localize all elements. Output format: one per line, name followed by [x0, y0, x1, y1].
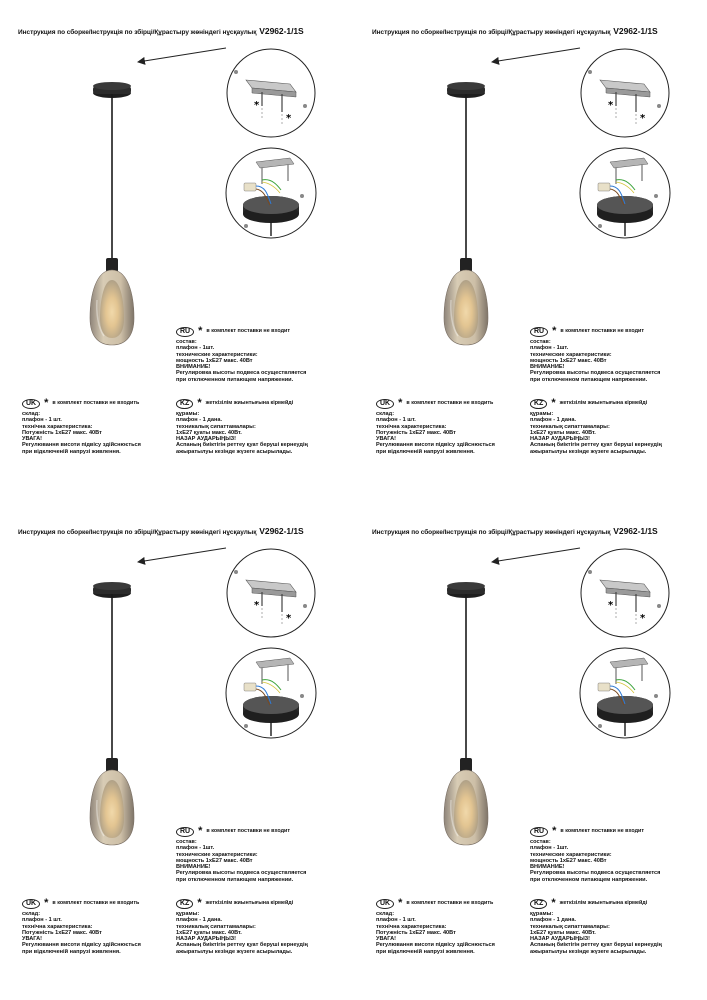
uk-line: технічна характеристика: — [376, 423, 447, 430]
title-text: Инструкция по сборке/Інструкція по збірці/Құрастыру жөніндегі нұсқаулық — [372, 529, 611, 536]
pendant-lamp-icon — [444, 82, 488, 345]
not-included-note: в комплект поставки не входит — [560, 328, 644, 335]
kz-line: НАЗАР АУДАРЫҢЫЗ! — [530, 436, 591, 443]
instruction-panel — [0, 0, 353, 500]
ru-line: при отключенном питающем напряжении. — [530, 876, 648, 883]
uk-line: склад: — [22, 411, 41, 417]
not-included-note: в комплект поставки не входит — [560, 828, 644, 835]
uk-line: при відключеній напрузі живлення. — [376, 948, 475, 955]
lang-badge-ru: RU — [176, 327, 194, 337]
ceiling-bracket-icon — [581, 549, 669, 637]
kz-line: НАЗАР АУДАРЫҢЫЗ! — [176, 936, 237, 943]
svg-text:*: * — [254, 600, 260, 611]
title-text: Инструкция по сборке/Інструкція по збірці/Құрастыру жөніндегі нұсқаулық — [18, 529, 257, 536]
lang-badge-uk: UK — [376, 899, 394, 909]
model-number: V2962-1/1S — [613, 26, 658, 36]
kz-block — [176, 898, 346, 955]
lang-badge-ru: RU — [530, 827, 548, 837]
ru-block — [176, 326, 346, 383]
ru-line: ВНИМАНИЕ! — [176, 364, 211, 371]
arrow-icon — [492, 48, 580, 62]
star-icon: * — [552, 825, 557, 837]
lang-badge-kz: KZ — [176, 899, 193, 909]
uk-line: склад: — [376, 411, 395, 417]
kz-line: техникалық сипаттамалары: — [176, 923, 256, 930]
uk-line: Регулювання висоти підвісу здійснюється — [376, 942, 495, 949]
pendant-lamp-icon — [90, 82, 134, 345]
uk-block — [22, 898, 172, 955]
ceiling-bracket-icon — [227, 49, 315, 137]
lang-badge-uk: UK — [376, 399, 394, 409]
model-number: V2962-1/1S — [259, 526, 304, 536]
kz-block — [530, 898, 700, 955]
star-icon: * — [551, 897, 556, 909]
kz-line: плафон - 1 дана. — [176, 917, 223, 924]
arrow-icon — [492, 548, 580, 562]
star-icon: * — [551, 397, 556, 409]
kz-block — [176, 398, 346, 455]
not-included-note: жеткізілім жиынтығына кірмейді — [559, 400, 648, 407]
uk-line: УВАГА! — [22, 436, 43, 443]
svg-text:*: * — [640, 613, 646, 624]
star-icon: * — [197, 897, 202, 909]
kz-line: Аспаның биіктігін реттеу қуат беруші кернеудің — [530, 442, 662, 449]
star-icon: * — [198, 325, 203, 337]
kz-line: плафон - 1 дана. — [176, 417, 223, 424]
kz-line: құрамы: — [530, 911, 554, 917]
wiring-canopy-icon — [226, 148, 316, 238]
ru-line: Регулировка высоты подвеса осуществляется — [530, 870, 661, 877]
uk-line: УВАГА! — [376, 936, 397, 943]
kz-line: Аспаның биіктігін реттеу қуат беруші кернеудің — [530, 942, 662, 949]
ru-line: мощность 1xE27 макс. 40Вт — [530, 357, 607, 364]
not-included-note: жеткізілім жиынтығына кірмейді — [205, 400, 294, 407]
kz-line: плафон - 1 дана. — [530, 917, 577, 924]
ru-line: состав: — [530, 839, 551, 845]
not-included-note: в комплект поставки не входит — [206, 828, 290, 835]
not-included-note: в комплект поставки не входить — [52, 400, 140, 407]
star-icon: * — [398, 397, 403, 409]
ru-line: при отключенном питающем напряжении. — [176, 876, 294, 883]
uk-line: плафон - 1 шт. — [22, 417, 62, 424]
lang-badge-ru: RU — [530, 327, 548, 337]
ru-line: ВНИМАНИЕ! — [176, 864, 211, 871]
star-icon: * — [197, 397, 202, 409]
uk-line: плафон - 1 шт. — [376, 917, 416, 924]
ru-line: ВНИМАНИЕ! — [530, 864, 565, 871]
ru-line: мощность 1xE27 макс. 40Вт — [530, 857, 607, 864]
kz-line: 1xE27 қуаты макс. 40Вт. — [176, 929, 242, 936]
star-icon: * — [552, 325, 557, 337]
uk-line: Регулювання висоти підвісу здійснюється — [22, 442, 141, 449]
kz-line: плафон - 1 дана. — [530, 417, 577, 424]
model-number: V2962-1/1S — [613, 526, 658, 536]
ru-line: плафон - 1шт. — [530, 845, 569, 852]
ceiling-bracket-icon — [581, 49, 669, 137]
lang-badge-ru: RU — [176, 827, 194, 837]
lang-badge-kz: KZ — [530, 399, 547, 409]
kz-line: ажыратылуы кезінде жүзеге асырылады. — [176, 448, 293, 455]
kz-line: 1xE27 қуаты макс. 40Вт. — [176, 429, 242, 436]
uk-line: технічна характеристика: — [376, 923, 447, 930]
uk-line: УВАГА! — [22, 936, 43, 943]
uk-line: Потужність 1xE27 макс. 40Вт — [22, 429, 102, 436]
uk-line: Потужність 1xE27 макс. 40Вт — [376, 929, 456, 936]
kz-line: НАЗАР АУДАРЫҢЫЗ! — [530, 936, 591, 943]
uk-line: склад: — [376, 911, 395, 917]
svg-text:*: * — [254, 100, 260, 111]
ru-line: технические характеристики: — [176, 851, 258, 858]
uk-block — [376, 898, 526, 955]
star-icon: * — [44, 897, 49, 909]
ru-line: ВНИМАНИЕ! — [530, 364, 565, 371]
wiring-canopy-icon — [580, 648, 670, 738]
uk-line: при відключеній напрузі живлення. — [22, 948, 121, 955]
wiring-canopy-icon — [580, 148, 670, 238]
instruction-panel — [0, 500, 353, 1000]
ru-line: Регулировка высоты подвеса осуществляется — [530, 370, 661, 377]
uk-line: плафон - 1 шт. — [376, 417, 416, 424]
kz-line: техникалық сипаттамалары: — [530, 923, 610, 930]
not-included-note: в комплект поставки не входить — [406, 900, 494, 907]
not-included-note: в комплект поставки не входить — [52, 900, 140, 907]
kz-line: ажыратылуы кезінде жүзеге асырылады. — [530, 448, 647, 455]
ru-line: плафон - 1шт. — [176, 845, 215, 852]
uk-line: склад: — [22, 911, 41, 917]
lang-badge-kz: KZ — [530, 899, 547, 909]
uk-block — [376, 398, 526, 455]
arrow-icon — [138, 548, 226, 562]
uk-line: Регулювання висоти підвісу здійснюється — [22, 942, 141, 949]
uk-line: Регулювання висоти підвісу здійснюється — [376, 442, 495, 449]
ru-line: технические характеристики: — [530, 351, 612, 358]
ru-line: Регулировка высоты подвеса осуществляется — [176, 370, 307, 377]
ru-line: плафон - 1шт. — [530, 345, 569, 352]
uk-line: Потужність 1xE27 макс. 40Вт — [376, 429, 456, 436]
uk-line: при відключеній напрузі живлення. — [22, 448, 121, 455]
ru-line: мощность 1xE27 макс. 40Вт — [176, 857, 253, 864]
uk-line: УВАГА! — [376, 436, 397, 443]
svg-text:*: * — [608, 600, 614, 611]
uk-line: Потужність 1xE27 макс. 40Вт — [22, 929, 102, 936]
ru-line: при отключенном питающем напряжении. — [530, 376, 648, 383]
title-text: Инструкция по сборке/Інструкція по збірці/Құрастыру жөніндегі нұсқаулық — [372, 29, 611, 36]
instruction-panel — [354, 500, 707, 1000]
svg-text:*: * — [640, 113, 646, 124]
star-icon: * — [198, 825, 203, 837]
model-number: V2962-1/1S — [259, 26, 304, 36]
kz-line: құрамы: — [530, 411, 554, 417]
kz-line: 1xE27 қуаты макс. 40Вт. — [530, 929, 596, 936]
uk-line: технічна характеристика: — [22, 923, 93, 930]
star-icon: * — [398, 897, 403, 909]
kz-line: 1xE27 қуаты макс. 40Вт. — [530, 429, 596, 436]
not-included-note: жеткізілім жиынтығына кірмейді — [559, 900, 648, 907]
pendant-lamp-icon — [444, 582, 488, 845]
kz-line: техникалық сипаттамалары: — [176, 423, 256, 430]
uk-line: при відключеній напрузі живлення. — [376, 448, 475, 455]
ru-line: состав: — [176, 339, 197, 345]
instruction-panel — [354, 0, 707, 500]
ru-block — [176, 826, 346, 883]
kz-line: ажыратылуы кезінде жүзеге асырылады. — [530, 948, 647, 955]
pendant-lamp-icon — [90, 582, 134, 845]
kz-line: Аспаның биіктігін реттеу қуат беруші кернеудің — [176, 442, 308, 449]
kz-line: ажыратылуы кезінде жүзеге асырылады. — [176, 948, 293, 955]
arrow-icon — [138, 48, 226, 62]
ru-line: состав: — [530, 339, 551, 345]
ru-block — [530, 826, 700, 883]
title-text: Инструкция по сборке/Інструкція по збірці/Құрастыру жөніндегі нұсқаулық — [18, 29, 257, 36]
ru-block — [530, 326, 700, 383]
not-included-note: в комплект поставки не входить — [406, 400, 494, 407]
ru-line: при отключенном питающем напряжении. — [176, 376, 294, 383]
kz-line: Аспаның биіктігін реттеу қуат беруші кернеудің — [176, 942, 308, 949]
lang-badge-uk: UK — [22, 399, 40, 409]
kz-block — [530, 398, 700, 455]
not-included-note: жеткізілім жиынтығына кірмейді — [205, 900, 294, 907]
ru-line: состав: — [176, 839, 197, 845]
uk-line: плафон - 1 шт. — [22, 917, 62, 924]
kz-line: НАЗАР АУДАРЫҢЫЗ! — [176, 436, 237, 443]
kz-line: құрамы: — [176, 911, 200, 917]
svg-text:*: * — [286, 613, 292, 624]
ru-line: технические характеристики: — [530, 851, 612, 858]
svg-text:*: * — [608, 100, 614, 111]
wiring-canopy-icon — [226, 648, 316, 738]
svg-text:*: * — [286, 113, 292, 124]
not-included-note: в комплект поставки не входит — [206, 328, 290, 335]
lang-badge-kz: KZ — [176, 399, 193, 409]
uk-block — [22, 398, 172, 455]
ru-line: технические характеристики: — [176, 351, 258, 358]
ru-line: плафон - 1шт. — [176, 345, 215, 352]
uk-line: технічна характеристика: — [22, 423, 93, 430]
ru-line: Регулировка высоты подвеса осуществляется — [176, 870, 307, 877]
star-icon: * — [44, 397, 49, 409]
kz-line: техникалық сипаттамалары: — [530, 423, 610, 430]
ceiling-bracket-icon — [227, 549, 315, 637]
ru-line: мощность 1xE27 макс. 40Вт — [176, 357, 253, 364]
kz-line: құрамы: — [176, 411, 200, 417]
lang-badge-uk: UK — [22, 899, 40, 909]
